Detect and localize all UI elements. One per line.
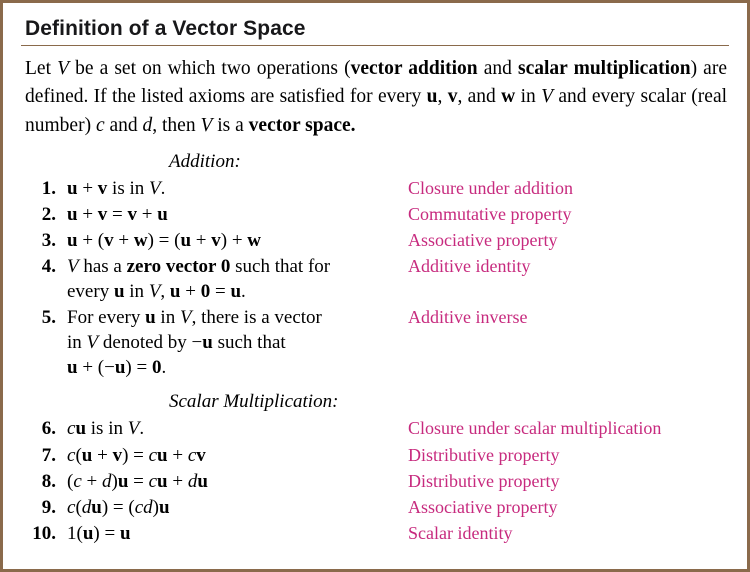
- axiom-statement: [63, 228, 408, 253]
- axiom-description: Additive inverse: [408, 307, 528, 328]
- axiom-item: [21, 202, 729, 227]
- axiom-line: c(u + v) = cu + cv: [67, 444, 206, 466]
- intro-vec-u: u: [426, 86, 438, 108]
- intro-text-7: and every scalar (real number): [25, 86, 728, 136]
- axiom-item: [21, 469, 729, 494]
- axiom-line: u + (v + w) = (u + v) + w: [67, 229, 262, 251]
- axiom-number: 9.: [41, 496, 56, 518]
- axiom-description: Associative property: [408, 229, 558, 250]
- axiom-line: cu is in V.: [67, 418, 145, 440]
- axiom-description: Closure under scalar multiplication: [408, 418, 662, 439]
- intro-bold-vector-addition: vector addition: [350, 58, 478, 79]
- axiom-item: [21, 176, 729, 201]
- axiom-item: [21, 416, 729, 441]
- axiom-statement: [63, 443, 408, 468]
- intro-text-2: be a set on which two operations (: [69, 58, 351, 79]
- axiom-item: [21, 443, 729, 468]
- axiom-line: every u in V, u + 0 = u.: [67, 281, 246, 303]
- axiom-number: 3.: [41, 229, 56, 251]
- axiom-statement: [63, 176, 408, 201]
- axiom-description: Distributive property: [408, 444, 560, 465]
- page-title: Definition of a Vector Space: [25, 17, 306, 40]
- axiom-statement: [63, 469, 408, 494]
- intro-vec-v: v: [447, 86, 458, 108]
- axiom-number: 2.: [41, 203, 56, 225]
- axiom-number: 6.: [41, 418, 56, 440]
- axiom-description: Additive identity: [408, 256, 531, 277]
- intro-text-8: and: [104, 114, 143, 136]
- axiom-number: 7.: [41, 444, 56, 466]
- axiom-description: Distributive property: [408, 470, 560, 491]
- axiom-line: V has a zero vector 0 such that for: [67, 256, 331, 278]
- intro-var-c: c: [95, 114, 105, 136]
- title-divider: [21, 45, 729, 46]
- intro-text-5: , and: [457, 86, 502, 108]
- axiom-item: [21, 521, 729, 546]
- axiom-line: u + (−u) = 0.: [67, 357, 167, 379]
- section-heading-scalar-multiplication: Scalar Multiplication:: [169, 391, 339, 413]
- axiom-number: 5.: [41, 307, 56, 329]
- intro-text-9: , then: [152, 114, 201, 136]
- intro-text-1: Let: [25, 58, 58, 79]
- intro-text-4: ) are defined. If the listed axioms are satisfied for every: [25, 58, 727, 108]
- axiom-number: 8.: [41, 470, 56, 492]
- intro-var-v-2: V: [541, 86, 554, 108]
- axiom-statement: [63, 305, 408, 380]
- axiom-list-addition: [21, 176, 729, 381]
- axiom-line: c(du) = (cd)u: [67, 496, 170, 518]
- axiom-description: Closure under addition: [408, 177, 573, 198]
- definition-paragraph: [25, 55, 727, 140]
- axiom-number: 10.: [32, 522, 56, 544]
- intro-var-v-3: V: [200, 114, 213, 136]
- intro-text-3: and: [477, 58, 519, 79]
- axiom-description: Scalar identity: [408, 522, 513, 543]
- axiom-statement: [63, 521, 408, 546]
- axiom-description: Commutative property: [408, 203, 572, 224]
- axiom-line: For every u in V, there is a vector: [67, 307, 322, 329]
- axiom-number: 4.: [41, 256, 56, 278]
- intro-text-6: in: [515, 86, 542, 108]
- intro-bold-scalar-multiplication: scalar multiplication: [518, 58, 691, 79]
- axiom-list-scalar-multiplication: [21, 416, 729, 545]
- intro-text-10: is a: [212, 114, 249, 136]
- axiom-line: u + v is in V.: [67, 177, 166, 199]
- axiom-statement: [63, 202, 408, 227]
- axiom-statement: [63, 254, 408, 304]
- axiom-line: u + v = v + u: [67, 203, 168, 225]
- axiom-description: Associative property: [408, 496, 558, 517]
- intro-var-d: d: [142, 114, 153, 136]
- axiom-item: [21, 254, 729, 304]
- intro-comma-1: ,: [437, 86, 448, 108]
- axiom-line: (c + d)u = cu + du: [67, 470, 208, 492]
- axiom-item: [21, 495, 729, 520]
- axiom-item: [21, 305, 729, 380]
- intro-bold-vector-space: vector space.: [248, 114, 356, 136]
- axiom-statement: [63, 495, 408, 520]
- axiom-line: 1(u) = u: [67, 522, 131, 544]
- axiom-line: in V denoted by −u such that: [67, 332, 286, 354]
- intro-vec-w: w: [501, 86, 516, 108]
- intro-var-v-1: V: [57, 58, 69, 79]
- axiom-number: 1.: [41, 177, 56, 199]
- section-heading-addition: Addition:: [169, 150, 241, 172]
- axiom-statement: [63, 416, 408, 441]
- axiom-item: [21, 228, 729, 253]
